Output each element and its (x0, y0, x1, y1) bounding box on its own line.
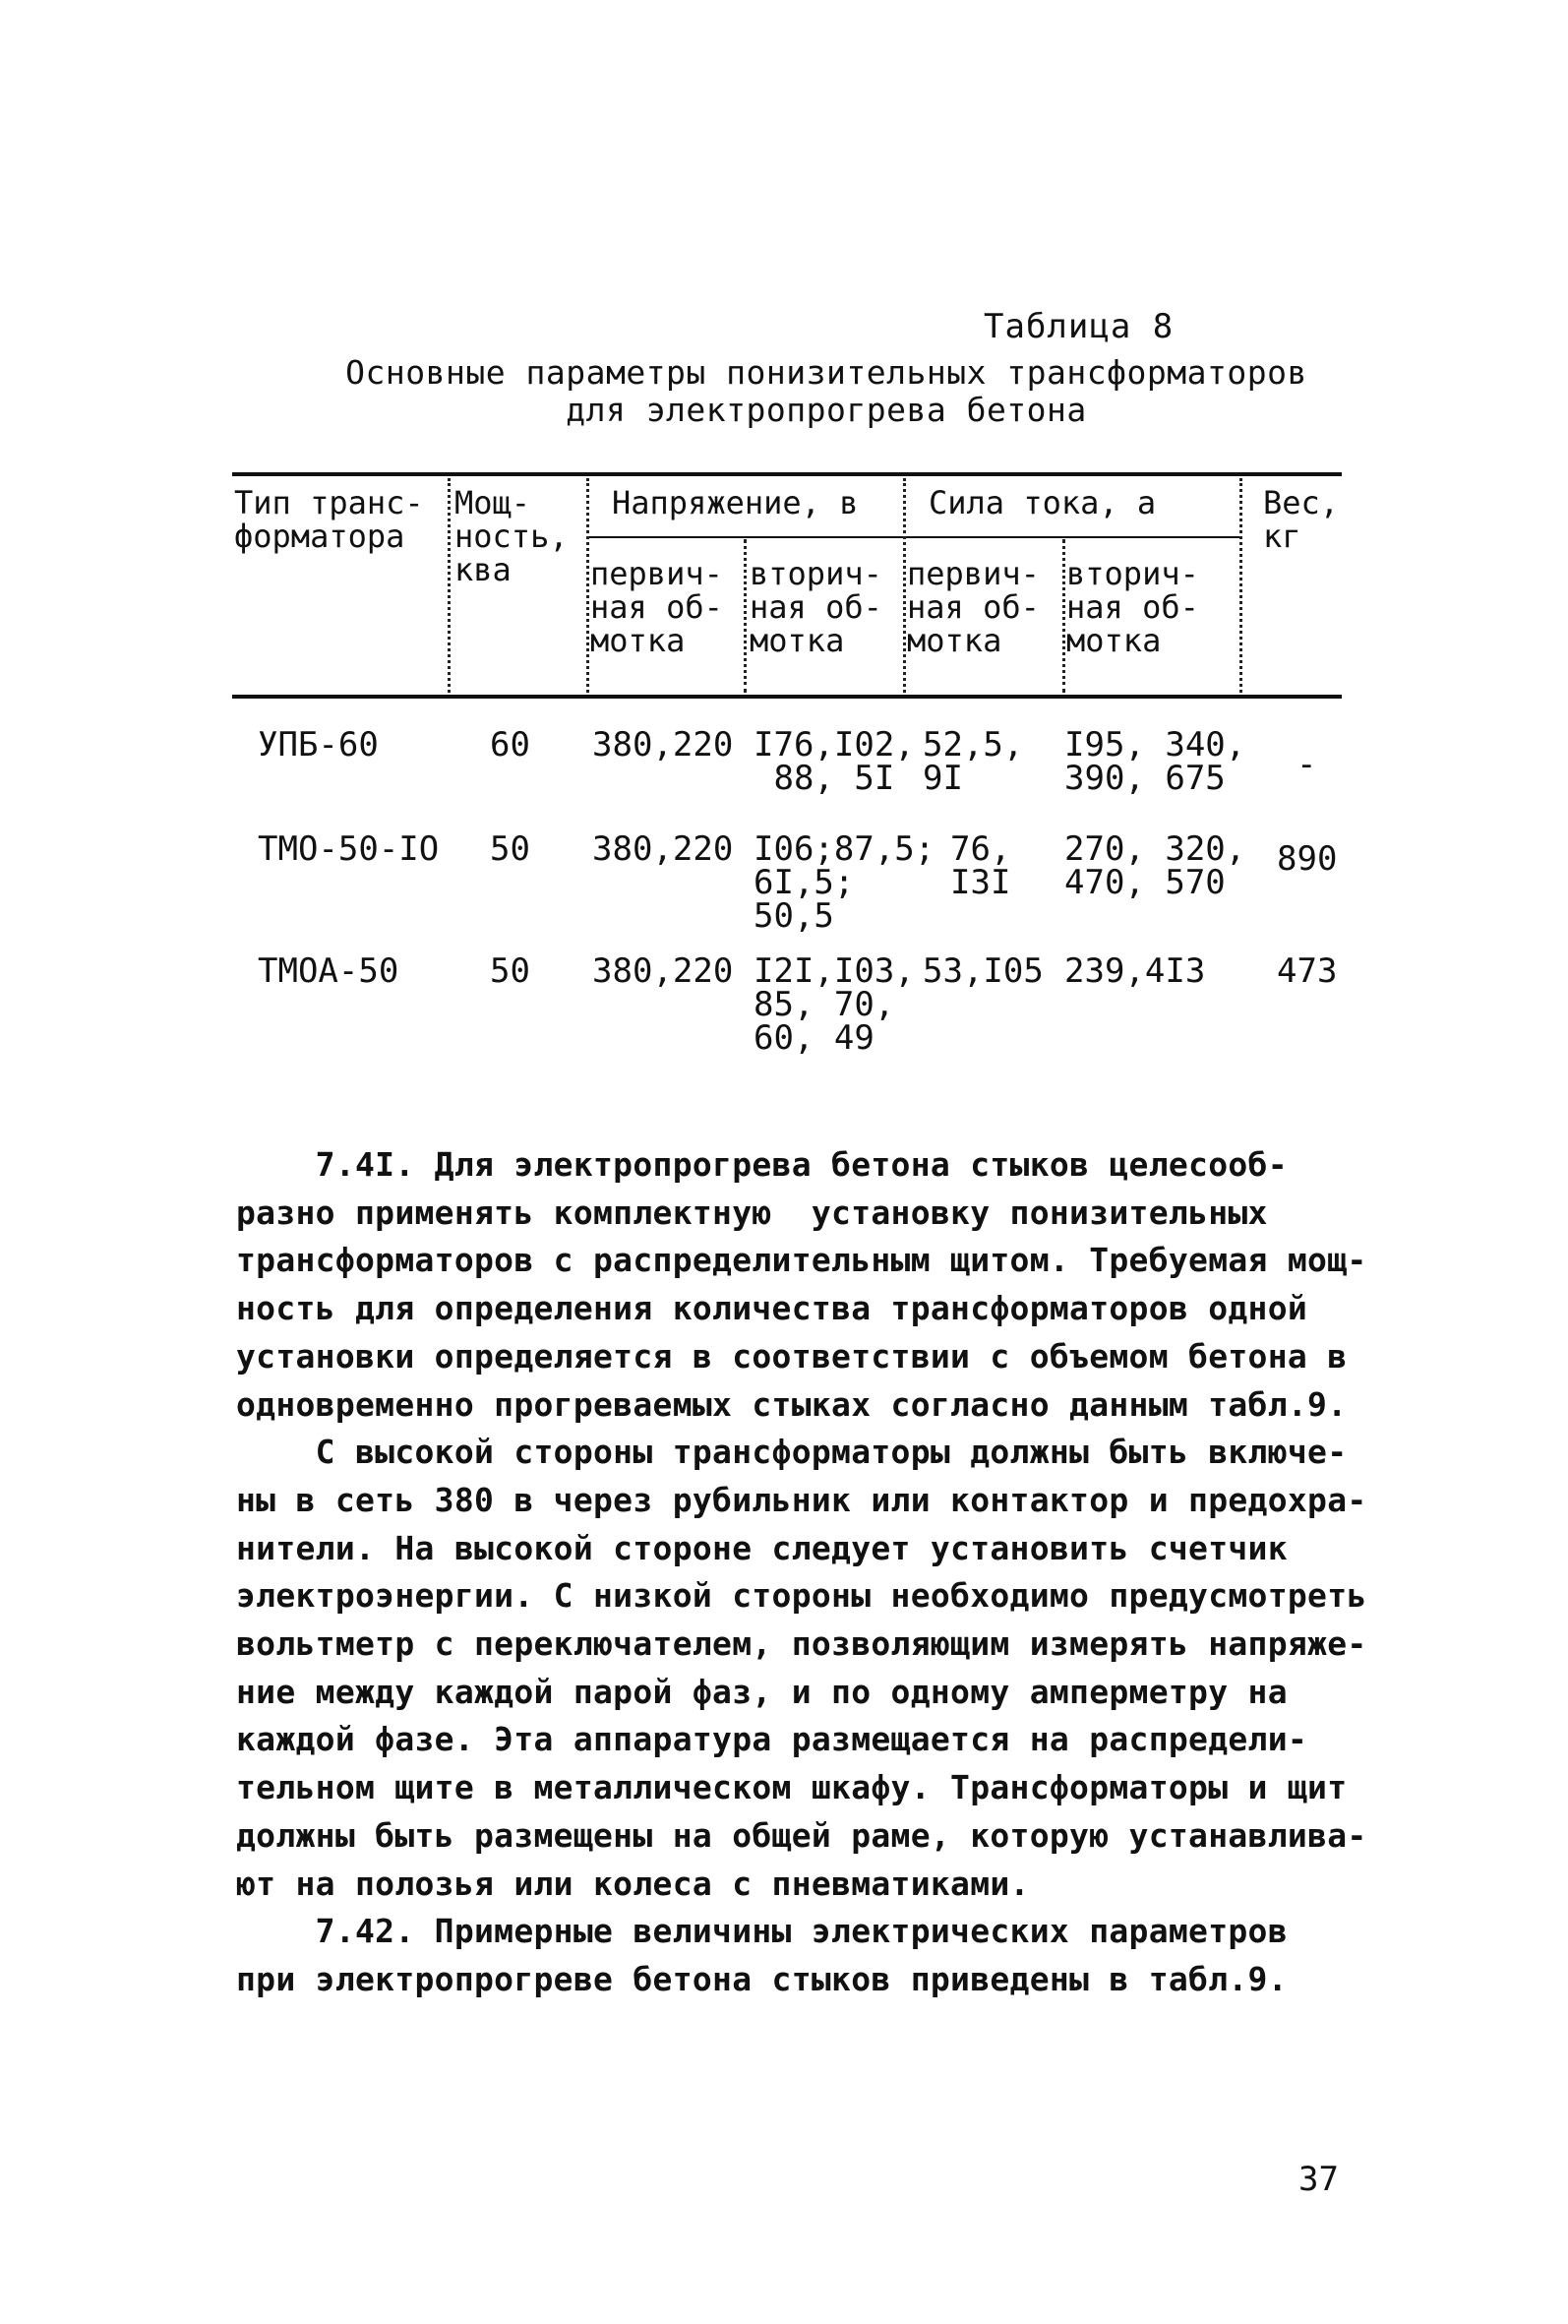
separator-4 (903, 478, 906, 693)
paragraph-7-42 (236, 1908, 1377, 2003)
text-line: при электропрогреве бетона стыков приведены в табл.9. (236, 1959, 1288, 1998)
text-line: вольтметр с переключателем, позволяющим измерять напряже- (236, 1624, 1367, 1664)
cell-current-primary: 76, I3I (950, 829, 1011, 902)
text-line: каждой фазе. Эта аппаратура размещается на распредели- (236, 1720, 1308, 1759)
text-line: одновременно прогреваемых стыках согласно данным табл.9. (236, 1384, 1348, 1424)
cell-weight: - (1297, 745, 1317, 784)
cell-current-secondary: 239,4I3 (1064, 951, 1206, 991)
header-current-secondary: вторич- ная об- мотка (1066, 555, 1199, 659)
text-line: ны в сеть 380 в через рубильник или контактор и предохра- (236, 1480, 1367, 1519)
cell-voltage-secondary: I76,I02, 88, 5I (754, 725, 915, 798)
cell-voltage-primary: 380,220 (592, 829, 734, 869)
cell-power: 60 (490, 725, 530, 764)
text-line: установки определяется в соответствии с объемом бетона в (236, 1336, 1348, 1376)
cell-weight: 890 (1277, 839, 1338, 879)
cell-current-primary: 52,5, 9I (923, 725, 1024, 798)
separator-2 (586, 478, 589, 693)
text-line: должны быть размещены на общей раме, которую устанавлива- (236, 1815, 1367, 1855)
header-voltage: Напряжение, в (612, 484, 859, 521)
header-type: Тип транс- форматора (234, 484, 424, 555)
separator-1 (448, 478, 451, 693)
table-title-line-1: Основные параметры понизительных трансформаторов (345, 353, 1307, 392)
table-title (295, 354, 1357, 429)
paragraph-7-41 (236, 1141, 1377, 1429)
cell-current-secondary: 270, 320, 470, 570 (1064, 829, 1246, 902)
cell-type: УПБ-60 (258, 725, 379, 764)
cell-type: ТМО-50-IO (258, 829, 440, 869)
cell-voltage-secondary: I06;87,5; 6I,5; 50,5 (754, 829, 935, 936)
separator-6 (1239, 478, 1242, 693)
table-label: Таблица 8 (984, 307, 1175, 346)
text-line: С высокой стороны трансформаторы должны быть включе- (236, 1433, 1348, 1472)
table-title-line-2: для электропрогрева бетона (566, 391, 1087, 429)
page-number: 37 (1298, 2160, 1339, 2199)
cell-power: 50 (490, 829, 530, 869)
body-text (236, 1141, 1377, 2004)
text-line: ние между каждой парой фаз, и по одному амперметру на (236, 1672, 1288, 1711)
text-line: электроэнергии. С низкой стороны необходимо предусмотреть (236, 1576, 1367, 1616)
text-line: 7.4I. Для электропрогрева бетона стыков целесооб- (236, 1145, 1288, 1184)
cell-type: ТМОА-50 (258, 951, 399, 991)
separator-5 (1062, 539, 1065, 693)
header-power: Мощ- ность, ква (454, 484, 569, 588)
table-top-rule (232, 472, 1342, 476)
cell-current-primary: 53,I05 (923, 951, 1044, 991)
table-subheader-rule (586, 536, 1239, 538)
cell-current-secondary: I95, 340, 390, 675 (1064, 725, 1246, 798)
cell-power: 50 (490, 951, 530, 991)
text-line: разно применять комплектную установку понизительных (236, 1193, 1268, 1232)
table-header-bottom-rule (232, 695, 1342, 699)
header-current: Сила тока, а (929, 484, 1157, 521)
paragraph-high-side (236, 1429, 1377, 1908)
header-weight: Вес, кг (1263, 484, 1340, 555)
header-voltage-secondary: вторич- ная об- мотка (750, 555, 882, 659)
header-voltage-primary: первич- ная об- мотка (590, 555, 723, 659)
text-line: тельном щите в металлическом шкафу. Трансформаторы и щит (236, 1768, 1348, 1807)
cell-voltage-secondary: I2I,I03, 85, 70, 60, 49 (754, 951, 915, 1058)
cell-voltage-primary: 380,220 (592, 725, 734, 764)
header-current-primary: первич- ная об- мотка (907, 555, 1040, 659)
separator-3 (744, 539, 747, 693)
cell-weight: 473 (1277, 951, 1338, 991)
cell-voltage-primary: 380,220 (592, 951, 734, 991)
text-line: трансформаторов с распределительным щитом. Требуемая мощ- (236, 1241, 1367, 1280)
text-line: нители. На высокой стороне следует установить счетчик (236, 1528, 1288, 1567)
text-line: ность для определения количества трансформаторов одной (236, 1289, 1308, 1328)
text-line: 7.42. Примерные величины электрических параметров (236, 1912, 1288, 1951)
text-line: ют на полозья или колеса с пневматиками. (236, 1864, 1030, 1903)
